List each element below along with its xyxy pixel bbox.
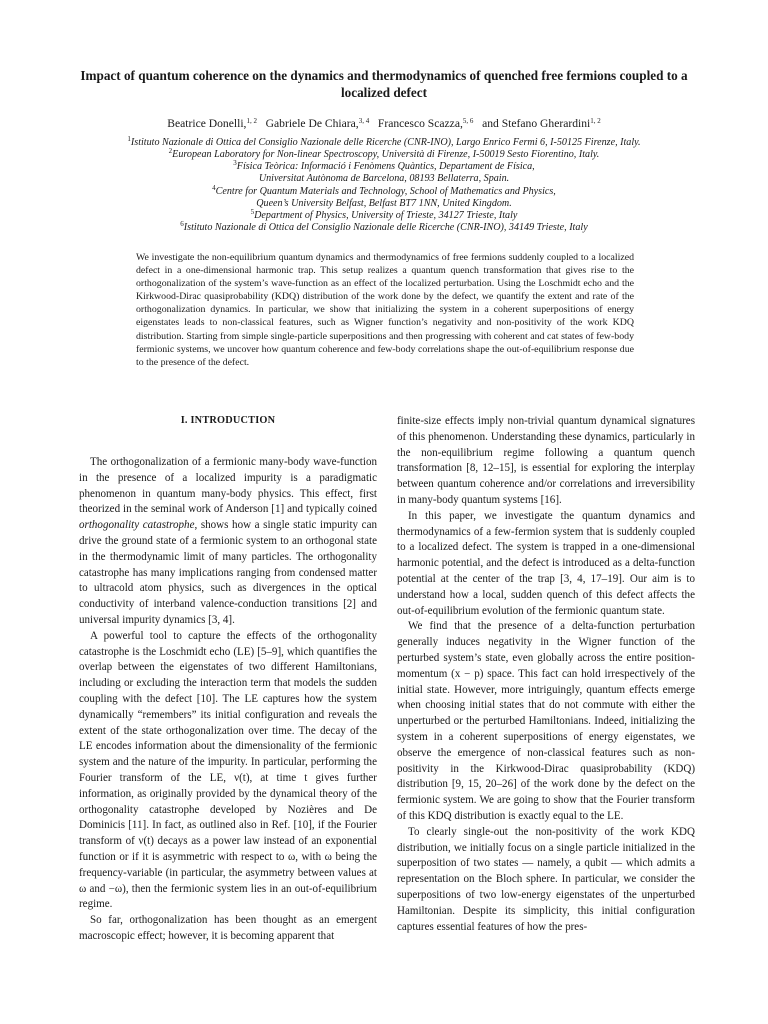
citation-link[interactable]: [5–9]: [257, 645, 282, 658]
affiliation-text: Física Teòrica: Informació i Fenòmens Quàntics, Departament de Física,: [236, 161, 535, 173]
author: [266, 117, 370, 130]
affiliation: [60, 137, 708, 149]
paragraph: To clearly single-out the non-positivity of the work KDQ distribution, we initially focus on a single particle initialized in the superposition of two states — namely, a qubit — which admits a representation on the Bloch sphere. In particular, we consider the superpositions of two low-energy eigenstates of the unperturbed Hamiltonian. Despite its simplicity, this initial configuration captures essential features of how the pres-: [397, 825, 695, 933]
author: [482, 117, 601, 130]
citation-link[interactable]: [11]: [128, 819, 147, 832]
paragraph: [397, 414, 695, 509]
text-run: The orthogonalization of a fermionic many-body wave-function in the presence of a localized impurity is a paradigmatic phenomenon in quantum many-body physics. This effect, first theorized in the seminal work of Anderson: [79, 456, 377, 516]
affiliation-mark: 6: [180, 220, 184, 229]
author-affiliation-mark: 3, 4: [358, 117, 370, 125]
author-name: Francesco Scazza,: [377, 117, 463, 130]
affiliation: [60, 207, 708, 222]
text-run: of the work done by the defect on the fermionic system. We are going to show that the Fourier transform of this KDQ distribution is exactly equal to the LE.: [397, 778, 696, 822]
affiliation-text: Istituto Nazionale di Ottica del Consiglio Nazionale delle Ricerche (CNR-INO), 34149 Trieste, Italy: [183, 222, 588, 234]
author: [167, 117, 257, 130]
affiliation: [60, 222, 708, 234]
author-list: [60, 117, 708, 131]
paper-title: Impact of quantum coherence on the dynamics and thermodynamics of quenched free fermions coupled to a localized defect: [80, 68, 688, 100]
affiliation-list: [60, 137, 708, 234]
affiliation-text: Centre for Quantum Materials and Technology, School of Mathematics and Physics,: [215, 185, 556, 197]
section-heading: I. INTRODUCTION: [180, 415, 276, 426]
text-run: , is essential for exploring the interplay between quantum coherence and/or correlations and irreversibility in many-body quantum systems: [397, 462, 695, 506]
text-run: and universal impurity dynamics: [79, 598, 377, 626]
affiliation: [60, 161, 708, 173]
affiliation-mark: 2: [168, 147, 173, 156]
emphasis: orthogonality catastrophe: [79, 519, 195, 532]
paragraph: [79, 629, 377, 913]
citation-link[interactable]: [8, 12–15]: [466, 462, 514, 475]
left-column: [79, 413, 377, 945]
citation-link[interactable]: [9, 15, 20–26]: [451, 778, 517, 791]
text-run: We find that the presence of a delta-function perturbation generally induces negativity in the Wigner function of the perturbed system’s state, even globally across the entire position-momentum (x − p) space. This fact can hold irrespectively of the initial state. However, more intriguingly, quantum effects emerge when choosing initial states that do not commute with either the unperturbed or the perturbed Hamiltonians. Indeed, initializing the system in a coherent superpositions of energy eigenstates, we observe the emergence of non-classical features such as non-positivity in the Kirkwood-Dirac quasiprobability (KDQ) distribution: [397, 620, 695, 791]
text-run: , shows how a single static impurity can drive the ground state of a fermionic system to an orthogonal state in the thermodynamic limit of many particles. The orthogonality catastrophe has many implications ranging from condensed matter to ultracold atom physics, such as divergences in the optical conductivity of interband valence-conduction transitions: [79, 519, 377, 611]
text-run: . The LE captures how the system dynamically “remembers” its initial configuration and reveals the extent of the state orthogonalization over time. The decay of the LE encodes information about the dimensionality of the fermionic system and the nature of the impurity. In particular, performing the Fourier transform of the LE, ν(t), at time t gives further information, as originally provided by the dynamical theory of the orthogonality catastrophe developed by Nozières and De Dominicis: [79, 692, 377, 832]
author: [378, 117, 473, 130]
citation-link[interactable]: [3, 4]: [208, 613, 233, 626]
text-run: A powerful tool to capture the effects of the orthogonality catastrophe is the Loschmidt echo (LE): [79, 629, 377, 658]
paragraph: So far, orthogonalization has been thought as an emergent macroscopic effect; however, it is becoming apparent that: [79, 914, 377, 942]
right-column: [397, 414, 695, 935]
citation-link[interactable]: [3, 4, 17–19]: [560, 572, 622, 585]
affiliation-text: Queen’s University Belfast, Belfast BT7 1NN, United Kingdom.: [256, 197, 512, 209]
abstract: We investigate the non-equilibrium quantum dynamics and thermodynamics of free fermions suddenly coupled to a localized defect in a one-dimensional harmonic trap. This setup realizes a quantum quench transformation that gives rise to the orthogonalization of the system’s wave-function as an effect of the localized perturbation. Using the Loschmidt echo and the Kirkwood-Dirac quasiprobability (KDQ) distribution of the work done by the defect, we quantify the extent and rate of the orthogonalization dynamics. In particular, we show that initializing the system in a coherent superpositions of energy eigenstates leads to non-classical features, such as Wigner function’s negativity and non-positivity of the work KDQ distribution. Starting from simple single-particle superpositions and then progressing with coherent and cat states of few-body fermionic systems, we uncover how quantum coherence and few-body correlations shape the out-of-equilibrium response due to the presence of the defect.: [136, 252, 634, 368]
text-run: . Our aim is to understand how a local, sudden quench of this defect affects the out-of-equilibrium evolution of the fermionic quantum state.: [397, 572, 696, 617]
affiliation-mark: 5: [250, 207, 255, 216]
author-affiliation-mark: 1, 2: [246, 117, 257, 125]
text-run: In this paper, we investigate the quantum dynamics and thermodynamics of a few-fermion system that is suddenly coupled to a localized defect. The system is trapped in a one-dimensional harmonic potential, and the defect is introduced as a delta-function potential at the center of the trap: [397, 509, 695, 585]
author-affiliation-mark: 1, 2: [590, 117, 601, 125]
affiliation-text: Istituto Nazionale di Ottica del Consiglio Nazionale delle Ricerche (CNR-INO), Largo Enrico Fermi 6, I-50125 Firenze, Italy.: [130, 137, 641, 148]
affiliation-text: Universitat Autònoma de Barcelona, 08193 Bellaterra, Spain.: [258, 173, 510, 185]
text-run: .: [559, 493, 562, 506]
author-affiliation-mark: 5, 6: [462, 117, 474, 125]
affiliation-text: European Laboratory for Non-linear Spectroscopy, Università di Firenze, I-50019 Sesto Fiorentino, Italy.: [172, 149, 600, 161]
affiliation-mark: 4: [212, 183, 216, 192]
affiliation-text: Department of Physics, University of Trieste, 34127 Trieste, Italy: [254, 209, 518, 221]
author-name: and Stefano Gherardini: [482, 117, 591, 130]
citation-link[interactable]: [16]: [540, 493, 560, 506]
citation-link[interactable]: [1]: [271, 503, 285, 516]
text-run: finite-size effects imply non-trivial quantum dynamical signatures of this phenomenon. Understanding these dynamics, particularly in the non-equilibrium regime following a quantum quench transformation: [397, 415, 695, 475]
citation-link[interactable]: [10]: [196, 692, 216, 705]
author-name: Beatrice Donelli,: [167, 117, 247, 130]
paragraph: [397, 619, 695, 824]
affiliation-mark: 1: [127, 135, 131, 143]
affiliation: [60, 173, 708, 185]
citation-link[interactable]: [10]: [293, 819, 312, 832]
author-name: Gabriele De Chiara,: [265, 117, 359, 130]
affiliation: [60, 198, 708, 210]
affiliation-mark: 3: [233, 159, 237, 168]
text-run: .: [232, 613, 235, 626]
text-run: and typically coined: [284, 503, 377, 516]
paragraph: [397, 509, 695, 620]
affiliation: [60, 183, 708, 198]
citation-link[interactable]: [2]: [343, 598, 356, 611]
affiliation: [60, 149, 708, 161]
text-run: , if the Fourier transform of ν(t) decays as a power law instead of an exponential function or if it is asymmetric with respect to ω, with ω being the frequency-variable (in particular, the asymmetry between values at ω and −ω), then the fermionic system lies in an out-of-equilibrium regime.: [79, 819, 377, 911]
text-run: . In fact, as outlined also in Ref.: [146, 819, 294, 832]
text-run: , which quantifies the overlap between the eigenstates of two different Hamiltonians, including or excluding the interaction term that models the sudden coupling with the defect: [79, 645, 377, 705]
paragraph: [79, 455, 377, 629]
